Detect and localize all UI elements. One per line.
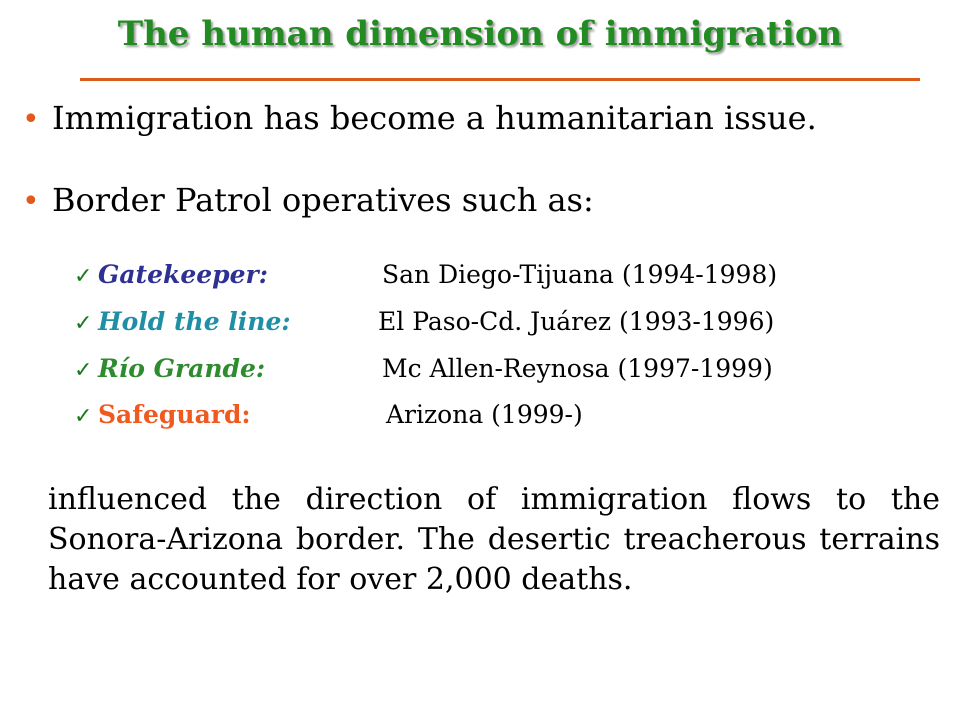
operative-name: Hold the line: [98,307,291,336]
operative-gatekeeper [74,258,778,294]
checkmark-icon: ✓ [74,311,93,336]
bullet-marker: • [22,102,40,137]
operative-name: Río Grande: [98,354,266,383]
operative-name: Safeguard: [98,400,251,429]
bullet-marker: • [22,184,40,219]
operative-safeguard [74,398,583,434]
operative-name: Gatekeeper: [98,260,268,289]
operative-place: Arizona (1999-) [386,400,583,429]
operative-rio-grande [74,352,773,388]
bullet-item-humanitarian [22,98,817,140]
operative-place: Mc Allen-Reynosa (1997-1999) [382,354,773,383]
operative-place: El Paso-Cd. Juárez (1993-1996) [378,307,775,336]
checkmark-icon: ✓ [74,264,93,289]
operative-place: San Diego-Tijuana (1994-1998) [382,260,778,289]
bullet-text: Immigration has become a humanitarian issue. [52,99,817,137]
bullet-item-border-patrol [22,180,594,222]
operative-hold-the-line [74,305,775,341]
conclusion-paragraph: influenced the direction of immigration flows to the Sonora-Arizona border. The desertic treacherous terrains have accounted for over 2,000 deaths. [48,482,940,597]
bullet-text: Border Patrol operatives such as: [52,181,594,219]
checkmark-icon: ✓ [74,358,93,383]
checkmark-icon: ✓ [74,404,93,429]
slide-title: The human dimension of immigration [117,14,843,54]
title-underline [80,78,920,81]
